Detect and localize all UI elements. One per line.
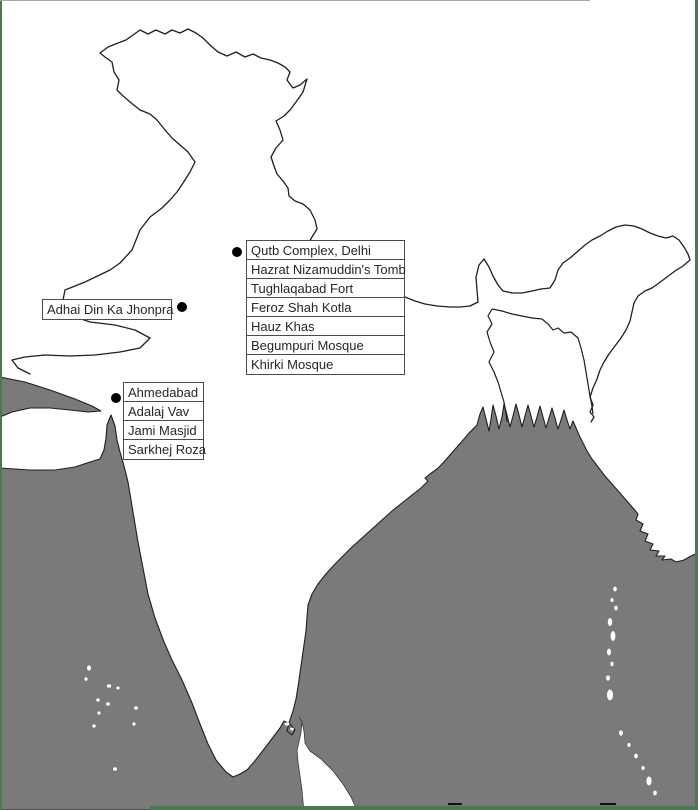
ajmer-marker-icon <box>177 302 187 312</box>
bangladesh-border-north-east <box>492 309 593 414</box>
sea-gulf-of-kutch <box>0 377 101 417</box>
ajmer-label-box <box>42 299 172 320</box>
site-row-feroz-shah-kotla: Feroz Shah Kotla <box>247 298 404 317</box>
site-row-qutb-complex: Qutb Complex, Delhi <box>247 241 404 260</box>
delhi-marker-icon <box>232 247 242 257</box>
site-row-hazrat-nizamuddin: Hazrat Nizamuddin's Tomb <box>247 260 404 279</box>
site-row-begumpuri-mosque: Begumpuri Mosque <box>247 336 404 355</box>
sea-bay-of-bengal-arabian-sea <box>0 404 698 810</box>
site-row-jami-masjid: Jami Masjid <box>124 421 203 440</box>
site-row-tughlaqabad-fort: Tughlaqabad Fort <box>247 279 404 298</box>
ahmedabad-site-list <box>123 382 207 460</box>
site-row-sarkhej-roza: Sarkhej Roza <box>124 440 203 459</box>
site-row-adalaj-vav: Adalaj Vav <box>124 402 203 421</box>
site-row-adhai-din-ka-jhonpra: Adhai Din Ka Jhonpra <box>43 300 171 319</box>
delhi-site-list <box>246 240 405 375</box>
site-row-khirki-mosque: Khirki Mosque <box>247 355 404 374</box>
site-row-ahmedabad: Ahmedabad <box>124 383 203 402</box>
bangladesh-border-west <box>487 309 507 422</box>
ahmedabad-marker-icon <box>111 393 121 403</box>
site-row-hauz-khas: Hauz Khas <box>247 317 404 336</box>
